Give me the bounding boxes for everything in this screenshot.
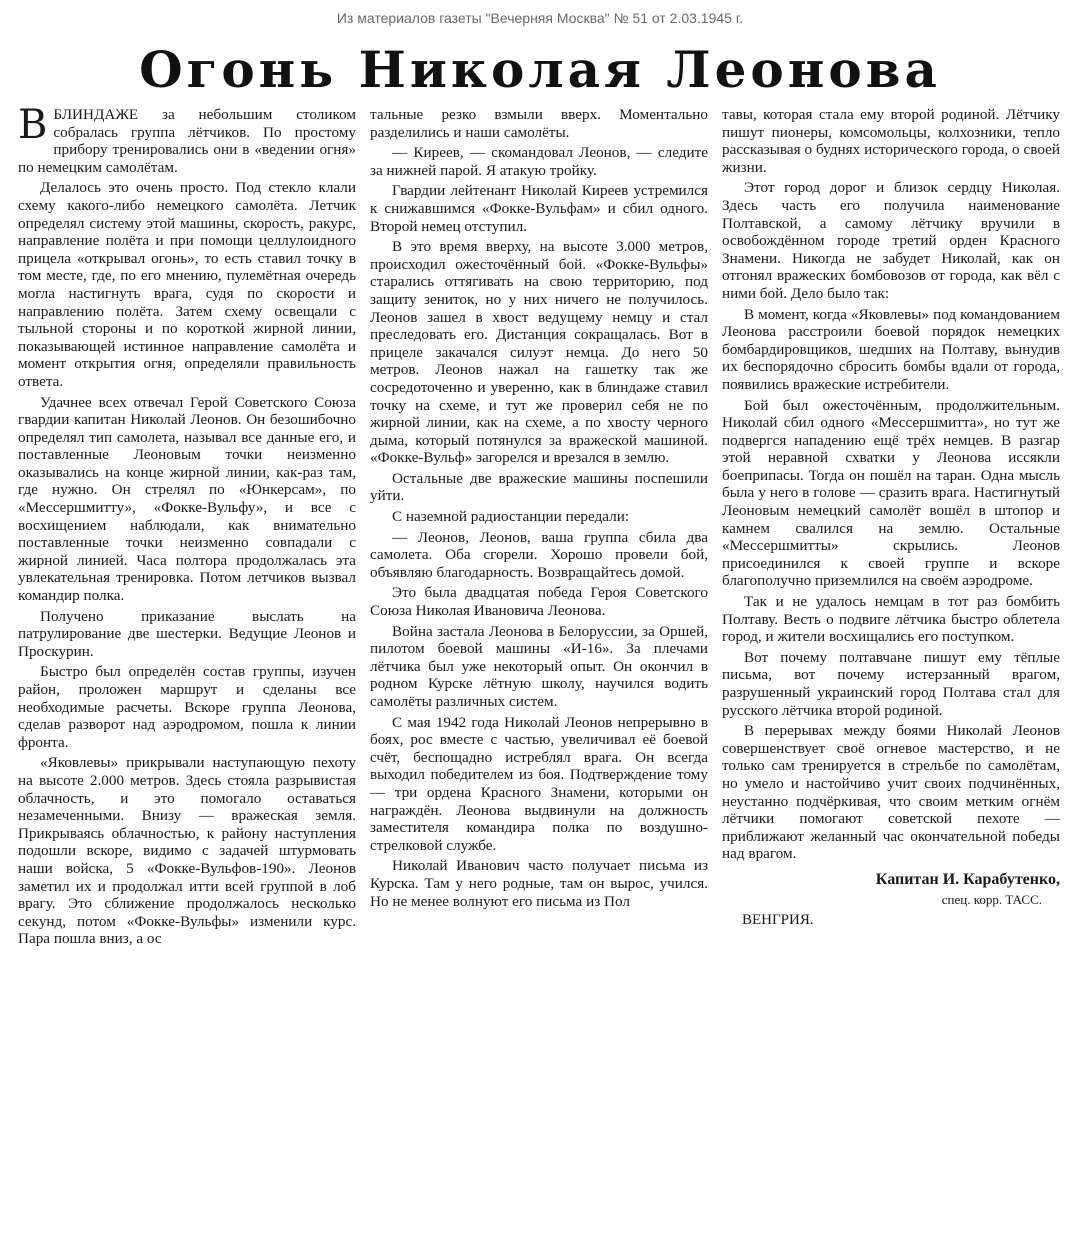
- paragraph: Удачнее всех отвечал Герой Советского Союза гвардии капитан Николай Леонов. Он безошибочно определял тип самолета, называл все данные его, и поставленные Леоновым точки неизменно оказывались на конце жирной линии, как-раз там, где нужно. Он стрелял по «Юнкерсам», по «Мессершмитту», «Фокке-Вульфу», и все с восхищением наблюдали, как внимательно поставленные точки неизменно совпадали с жирной линией. Часа полтора продолжалась эта увлекательная тренировка. Потом летчиков вызвал командир полка.: [18, 393, 356, 605]
- source-caption: Из материалов газеты "Вечерняя Москва" № 51 от 2.03.1945 г.: [336, 10, 744, 26]
- paragraph: — Киреев, — скомандовал Леонов, — следите за нижней парой. Я атакую тройку.: [370, 144, 708, 179]
- paragraph: С наземной радиостанции передали:: [392, 508, 630, 526]
- paragraph: Николай Иванович часто получает письма из Курска. Там у него родные, там он вырос, учился. Но не менее волнуют его письма из Пол: [370, 857, 708, 910]
- author-name: Капитан И. Карабутенко,: [875, 870, 1060, 888]
- paragraph: Вот почему полтавчане пишут ему тёплые письма, вот почему истерзанный врагом, разрушенный украинский город Полтава стал для русского лётчика второй родиной.: [722, 648, 1060, 719]
- author-role: спец. корр. ТАСС.: [941, 891, 1042, 907]
- paragraph: Получено приказание выслать на патрулирование две шестерки. Ведущие Леонов и Проскурин.: [18, 607, 356, 660]
- paragraph: Так и не удалось немцам в тот раз бомбить Полтаву. Весть о подвиге лётчика быстро облетела город, и жители восхищались его поступком.: [722, 593, 1060, 646]
- paragraph: Война застала Леонова в Белоруссии, за Оршей, пилотом боевой машины «И-16». За плечами лётчика был уже некоторый опыт. Он окончил в родном Курске лётную школу, научился водить самолёты различных систем.: [370, 622, 708, 710]
- column-3: [722, 106, 1060, 1250]
- paragraph: Это была двадцатая победа Героя Советского Союза Николая Ивановича Леонова.: [370, 584, 708, 620]
- paragraph-text: БЛИНДАЖЕ за небольшим столиком собралась группа лётчиков. По простому прибору тренировались они в «ведении огня» по немецким самолётам.: [18, 106, 356, 176]
- paragraph: Этот город дорог и близок сердцу Николая. Здесь часть его получила наименование Полтавской, а самому лётчику вручили в освобождённом городе третий орден Красного Знамени. Никогда не забудет Николай, как он отгонял вражеских бомбовозов от города, как вёл с ними бой. Дело было так:: [722, 179, 1060, 302]
- paragraph: С мая 1942 года Николай Леонов непрерывно в боях, рос вместе с частью, увеличивал её боевой счёт, беспощадно истреблял врага. Он всегда выходил победителем из боя. Подтверждение тому — три ордена Красного Знамени, которыми он награждён. Леонова выдвинули на должность заместителя командира полка по воздушно-стрелковой службе.: [370, 713, 708, 854]
- paragraph: Остальные две вражеские машины поспешили уйти.: [370, 469, 708, 505]
- paragraph: Гвардии лейтенант Николай Киреев устремился к снижавшимся «Фокке-Вульфам» и сбил одного. Второй немец отступил.: [370, 182, 708, 235]
- paragraph: В перерывах между боями Николай Леонов совершенствует своё огневое мастерство, и не только сам тренируется в стрельбе по самолётам, но умело и настойчиво учит своих подчинённых, неустанно подчёркивая, что своим метким огнём лётчики помогают советской пехоте — приближают желанный час окончательной победы над врагом.: [722, 722, 1060, 863]
- paragraph: Делалось это очень просто. Под стекло клали схему какого-либо немецкого самолёта. Летчик определял систему этой машины, скорость, ракурс, направление полёта и при помощи целлулоидного прицела «открывал огонь», то есть ставил точку в том месте, где, по его мнению, пулемётная очередь могла настигнуть врага, судя по скорости и направлению полёта. Затем схему освещали с тыльной стороны и по короткой жирной линии, показывающей истинное направление самолёта и момент открытия огня, определяли правильность ответа.: [18, 179, 356, 390]
- paragraph: тавы, которая стала ему второй родиной. Лётчику пишут пионеры, комсомольцы, колхозники, тепло рассказывая о буднях исторического города, о своей жизни.: [722, 106, 1060, 176]
- article-body: [18, 106, 1060, 1250]
- column-2: [370, 106, 708, 1250]
- drop-cap: В: [18, 106, 48, 148]
- column-1: [18, 106, 356, 1250]
- paragraph: [18, 106, 356, 176]
- paragraph: В это время вверху, на высоте 3.000 метров, происходил ожесточённый бой. «Фокке-Вульфы» старались оттягивать на свою территорию, под защиту зениток, но у них ничего не получилось. Леонов зашел в хвост ведущему немцу и стал преследовать его. Дистанция сокращалась. Вот в прицеле закачался силуэт немца. До него 50 метров. Леонов нажал на гашетку так же сосредоточенно и уверенно, как в блиндаже ставил точку на схеме, и тут же проверил себя не по жирной линии, как на схеме, а по хвосту черного дыма, который потянулся за вражеской машиной. «Фокке-Вульф» загорелся и врезался в землю.: [370, 238, 708, 467]
- paragraph: Быстро был определён состав группы, изучен район, проложен маршрут и сделаны все необходимые расчеты. Вскоре группа Леонова, сделав разворот над аэродромом, пошла к линии фронта.: [18, 663, 356, 751]
- paragraph: В момент, когда «Яковлевы» под командованием Леонова расстроили боевой порядок немецких бомбардировщиков, шедших на Полтаву, вынудив их беспорядочно сбросить бомбы вдали от города, появились вражеские истребители.: [722, 305, 1060, 393]
- paragraph: — Леонов, Леонов, ваша группа сбила два самолета. Оба сгорели. Хорошо провели бой, объявляю благодарность. Возвращайтесь домой.: [370, 528, 708, 581]
- dateline-place: ВЕНГРИЯ.: [742, 912, 814, 929]
- paragraph: тальные резко взмыли вверх. Моментально разделились и наши самолёты.: [370, 106, 708, 141]
- headline: Огонь Николая Леонова: [139, 40, 941, 99]
- paragraph: Бой был ожесточённым, продолжительным. Николай сбил одного «Мессершмитта», но тут же подвергся нападению ещё трёх немцев. В разгар этой неравной схватки у Леонова иссякли боеприпасы. Тогда он пошёл на таран. Одна мысль была у него в голове — сразить врага. Настигнутый Леоновым немецкий самолёт вошёл в штопор и камнем свалился на землю. Остальные «Мессершмитты» скрылись. Леонов присоединился к своей группе и вскоре благополучно приземлился на своём аэродроме.: [722, 396, 1060, 590]
- paragraph: «Яковлевы» прикрывали наступающую пехоту на высоте 2.000 метров. Здесь стояла разрывистая облачность, и это помогало оставаться незамеченными. Внизу — вражеская земля. Прикрываясь облачностью, к району наступления подошли вскоре, видимо с задачей штурмовать наши войска, 5 «Фокке-Вульфов-190». Леонов заметил их и продолжал итти всей группой в лоб врагу. Это сближение продолжалось несколько секунд, потом «Фокке-Вульфы» изменили курс. Пара пошла вниз, а ос: [18, 754, 356, 948]
